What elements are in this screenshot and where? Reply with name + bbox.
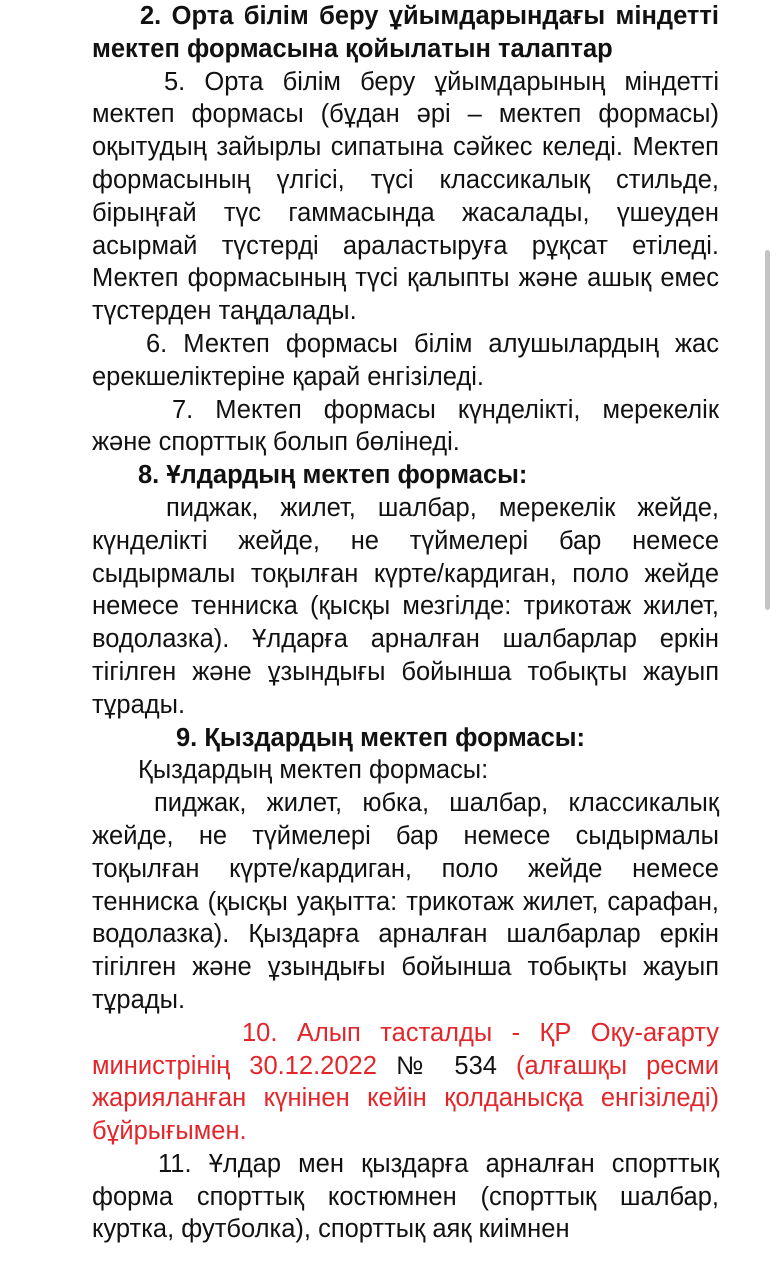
paragraph-8: пиджак, жилет, шалбар, мерекелік жейде, күнделікті жейде, не түймелері бар немесе сыдырмалы тоқылған күрте/кардиган, поло жейде немесе тенниска (қысқы мезгілде: трикотаж жилет, водолазка). Ұлдарға арналған шалбарлар еркін тігілген және ұзындығы бойынша тобықты жауып тұрады. <box>92 493 719 719</box>
order-number: № 534 <box>396 1051 497 1080</box>
paragraph-11: 11. Ұлдар мен қыздарға арналған спорттық форма спорттық костюмнен (спорттық шалбар, куртка, футболка), спорттық аяқ киімнен <box>92 1149 719 1244</box>
section-heading: 2. Орта білім беру ұйымдарындағы міндетті мектеп формасына қойылатын талаптар <box>92 2 719 63</box>
paragraph-10-amendment <box>92 1017 719 1148</box>
paragraph-9-intro: Қыздардың мектеп формасы: <box>138 756 489 785</box>
heading-8: 8. Ұлдардың мектеп формасы: <box>138 461 528 490</box>
heading-9: 9. Қыздардың мектеп формасы: <box>176 723 586 752</box>
document-body <box>92 0 719 1246</box>
paragraph-5: 5. Орта білім беру ұйымдарының міндетті мектеп формасы (бұдан әрі – мектеп формасы) оқытудың зайырлы сипатына сәйкес келеді. Мектеп формасының үлгісі, түсі классикалық стильде, бірыңғай түс гаммасында жасалады, үшеуден асырмай түстерді араластыруға рұқсат етіледі. Мектеп формасының түсі қалыпты және ашық емес түстерден таңдалады. <box>92 67 719 326</box>
scrollbar[interactable] <box>765 250 770 610</box>
paragraph-6: 6. Мектеп формасы білім алушылардың жас ерекшеліктеріне қарай енгізіледі. <box>92 329 719 391</box>
amendment-note: (алғашқы ресми жарияланған күнінен кейін қолданысқа енгізіледі) бұйрығымен. <box>92 1051 719 1146</box>
paragraph-7: 7. Мектеп формасы күнделікті, мерекелік және спорттық болып бөлінеді. <box>92 395 719 457</box>
amendment-link[interactable]: 10. Алып тасталды - ҚР Оқу-ағарту министрінің 30.12.2022 <box>92 1018 719 1080</box>
paragraph-9: пиджак, жилет, юбка, шалбар, классикалық жейде, не түймелері бар немесе сыдырмалы тоқылған күрте/кардиган, поло жейде немесе тенниска (қысқы уақытта: трикотаж жилет, сарафан, водолазка). Қыздарға арналған шалбарлар еркін тігілген және ұзындығы бойынша тобықты жауып тұрады. <box>92 789 719 1014</box>
